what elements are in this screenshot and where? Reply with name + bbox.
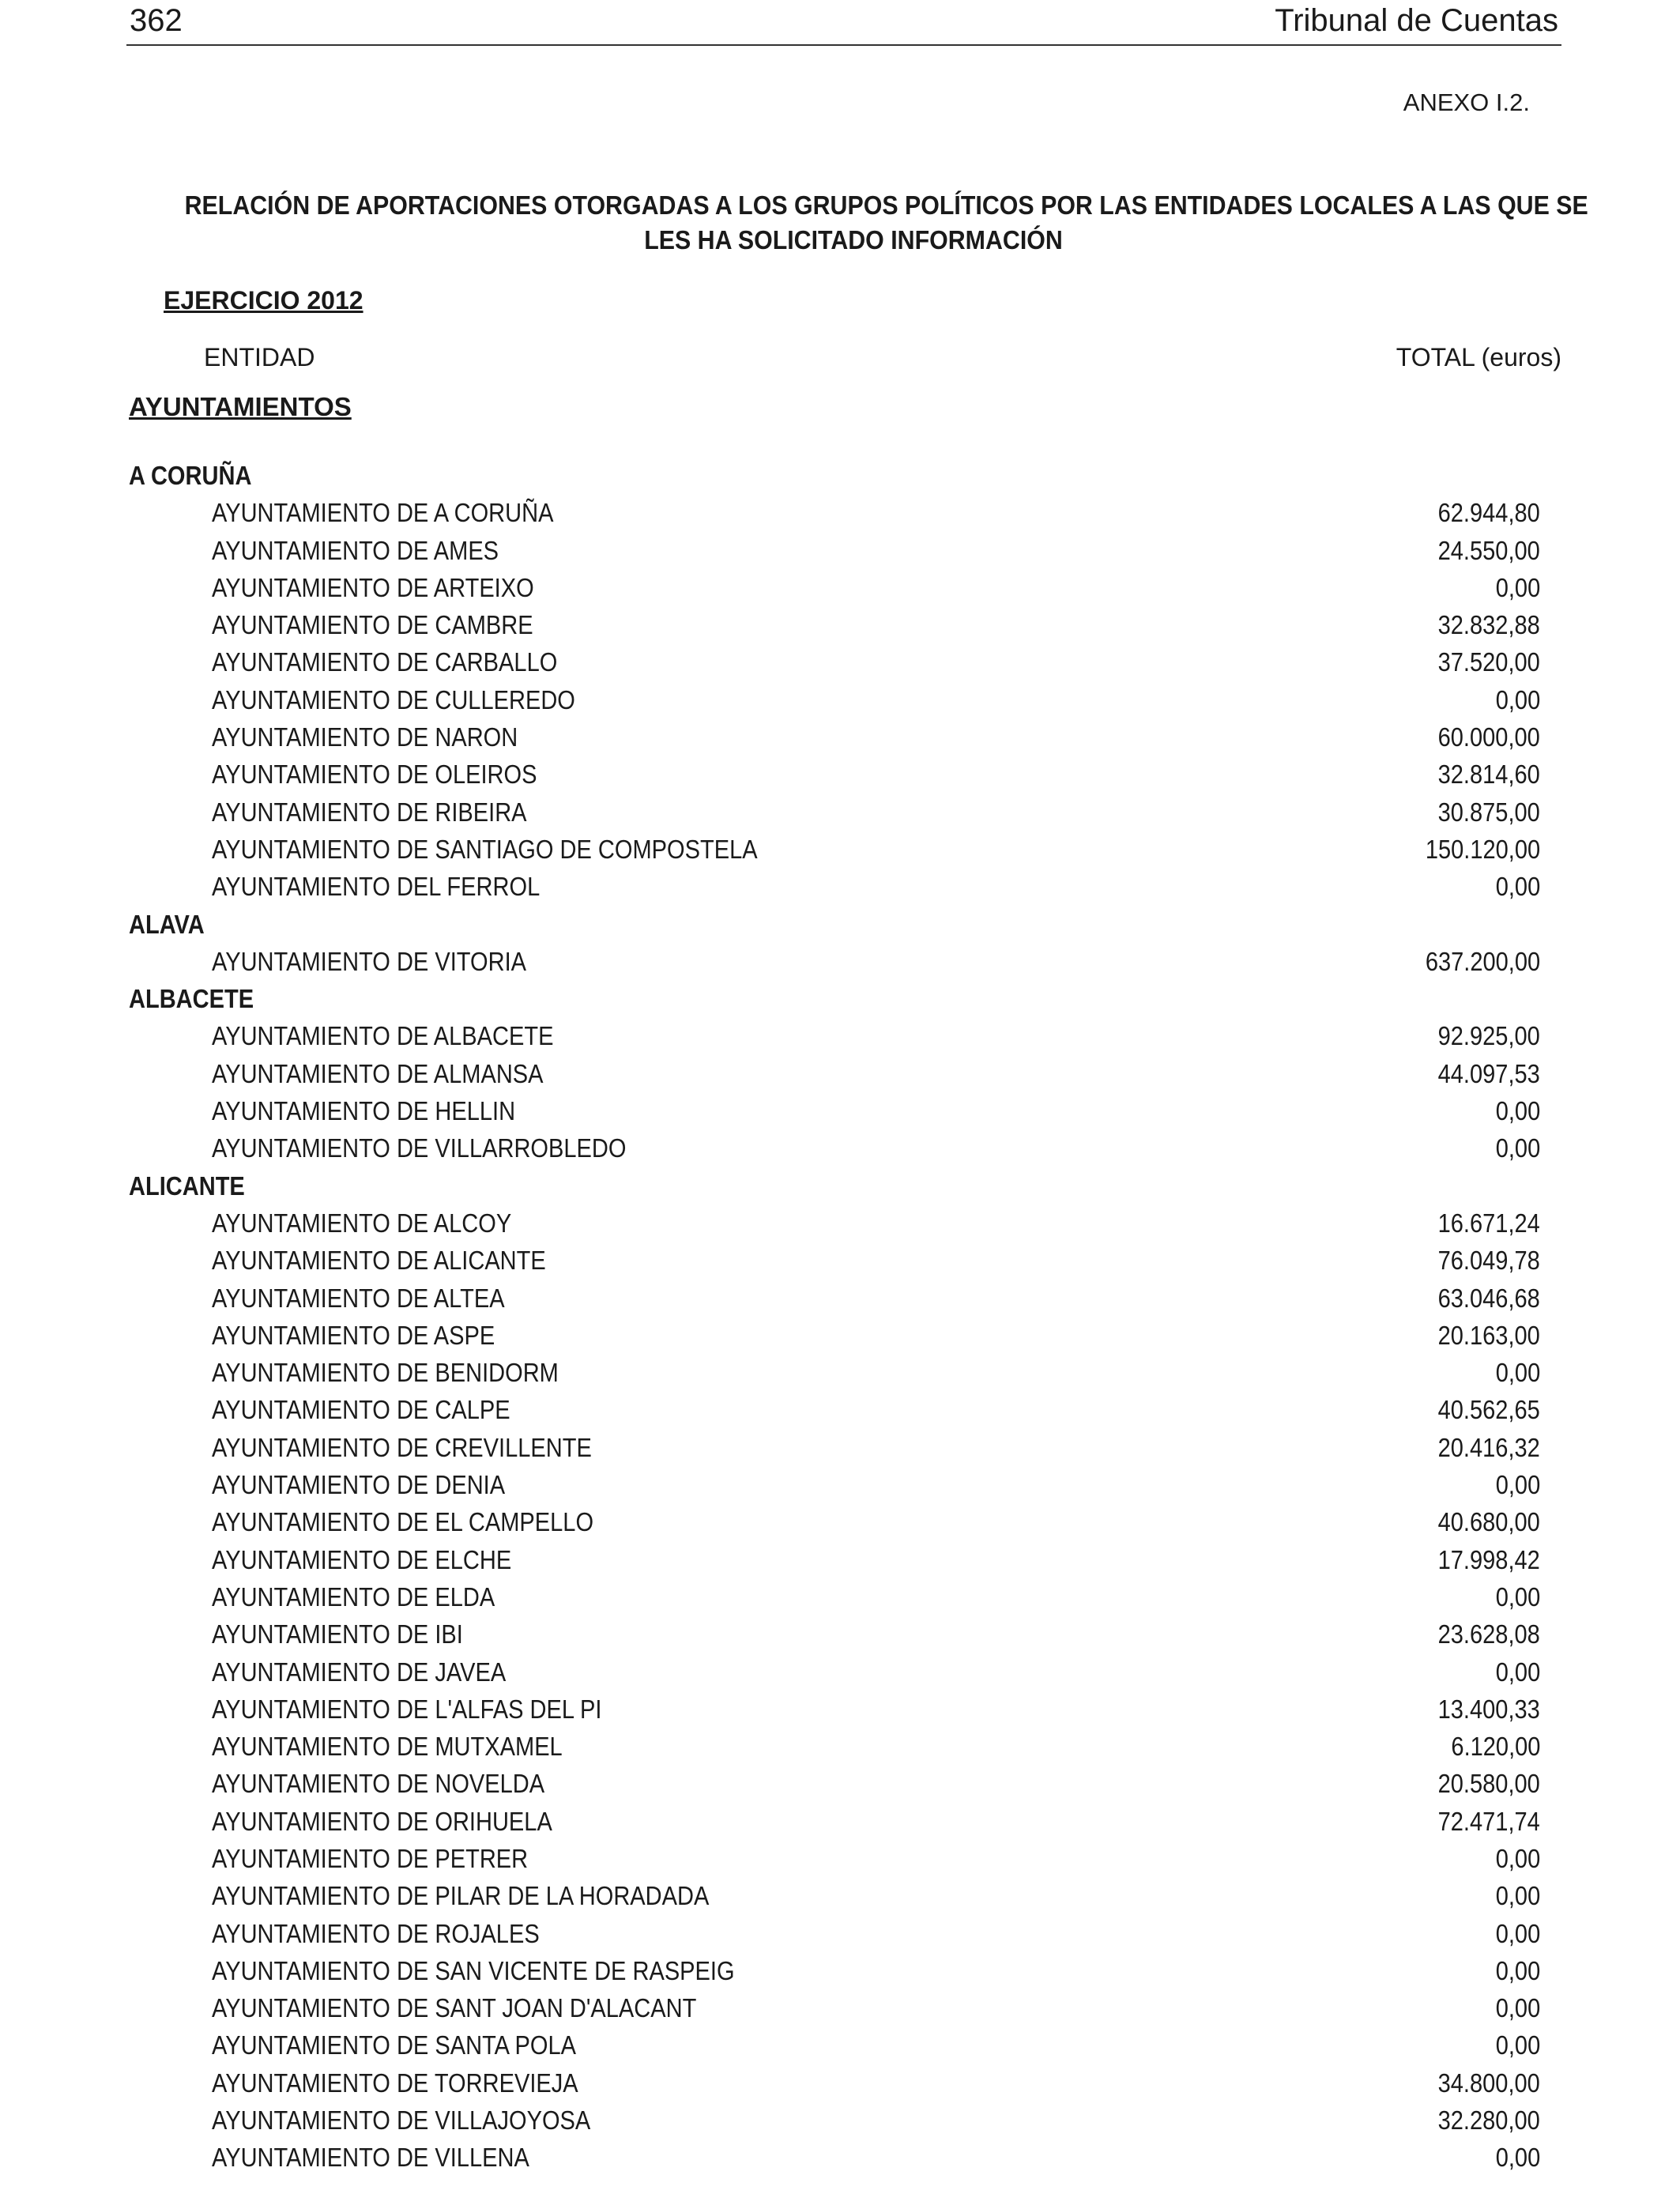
entity-total-text: 34.800,00 — [1437, 2068, 1540, 2098]
entity-name — [212, 532, 538, 569]
table-row — [0, 1017, 1680, 1054]
entity-total-text: 0,00 — [1495, 1881, 1540, 1911]
entity-name-text: AYUNTAMIENTO DE ALICANTE — [212, 1246, 546, 1276]
entity-name-text: AYUNTAMIENTO DE CAMBRE — [212, 610, 533, 640]
entity-total-text: 0,00 — [1495, 1133, 1540, 1163]
entity-name-text: AYUNTAMIENTO DE VILLENA — [212, 2143, 529, 2173]
entity-name — [212, 868, 585, 905]
running-title: Tribunal de Cuentas — [1275, 3, 1558, 38]
entity-total-text: 16.671,24 — [1437, 1208, 1540, 1238]
entity-total — [1424, 1803, 1540, 1840]
entity-name — [212, 1129, 683, 1167]
entity-name-text: AYUNTAMIENTO DE DENIA — [212, 1470, 506, 1500]
entity-list — [0, 457, 1680, 2177]
entity-name — [212, 1728, 610, 1765]
entity-name-text: AYUNTAMIENTO DE SANTA POLA — [212, 2030, 576, 2060]
table-row — [0, 1952, 1680, 1989]
entity-name — [212, 1503, 646, 1540]
table-row — [0, 2064, 1680, 2102]
entity-total-text: 32.280,00 — [1437, 2105, 1540, 2136]
entity-total-text: 62.944,80 — [1437, 498, 1540, 528]
entity-name — [212, 1204, 552, 1242]
entity-name — [212, 1541, 552, 1578]
table-row — [0, 1466, 1680, 1503]
table-row — [0, 831, 1680, 868]
entity-name — [212, 606, 577, 643]
entity-name-text: AYUNTAMIENTO DE L'ALFAS DEL PI — [212, 1694, 602, 1724]
entity-total — [1490, 1092, 1540, 1129]
table-row — [0, 1877, 1680, 1914]
entity-name — [212, 494, 600, 531]
entity-name — [212, 1280, 544, 1317]
table-row — [0, 532, 1680, 569]
column-header-entity: ENTIDAD — [204, 343, 315, 371]
province-name — [129, 906, 215, 943]
entity-total-text: 76.049,78 — [1437, 1246, 1540, 1276]
table-row — [0, 1989, 1680, 2026]
entity-name-text: AYUNTAMIENTO DE MUTXAMEL — [212, 1732, 563, 1762]
table-row — [0, 2026, 1680, 2064]
entity-total — [1424, 1691, 1540, 1728]
table-row — [0, 1242, 1680, 1279]
entity-name — [212, 794, 570, 831]
entity-total — [1424, 1429, 1540, 1466]
table-row — [0, 1615, 1680, 1653]
entity-name-text: AYUNTAMIENTO DE TORREVIEJA — [212, 2068, 578, 2098]
entity-name — [212, 943, 569, 980]
entity-total-text: 44.097,53 — [1437, 1058, 1540, 1088]
table-row — [0, 1429, 1680, 1466]
entity-total-text: 24.550,00 — [1437, 535, 1540, 565]
entity-total — [1410, 943, 1540, 980]
entity-name — [212, 1803, 599, 1840]
entity-name — [212, 569, 578, 606]
entity-name — [212, 2064, 628, 2102]
entity-name-text: AYUNTAMIENTO DE PILAR DE LA HORADADA — [212, 1881, 710, 1911]
entity-total-text: 40.680,00 — [1437, 1507, 1540, 1537]
document-title-line-2: LES HA SOLICITADO INFORMACIÓN — [644, 225, 1063, 254]
table-row — [0, 1840, 1680, 1877]
entity-name-text: AYUNTAMIENTO DE VILLAJOYOSA — [212, 2105, 591, 2136]
entity-name — [212, 1915, 584, 1952]
entity-name-text: AYUNTAMIENTO DE ALCOY — [212, 1208, 512, 1238]
entity-total — [1490, 868, 1540, 905]
table-row — [0, 868, 1680, 905]
entity-total-text: 0,00 — [1495, 2030, 1540, 2060]
entity-total-text: 20.416,32 — [1437, 1432, 1540, 1462]
entity-name-text: AYUNTAMIENTO DE OLEIROS — [212, 760, 537, 790]
entity-name — [212, 2102, 642, 2139]
entity-total-text: 92.925,00 — [1437, 1021, 1540, 1051]
entity-total — [1490, 1877, 1540, 1914]
table-row — [0, 1691, 1680, 1728]
table-row — [0, 756, 1680, 793]
entity-total-text: 32.832,88 — [1437, 610, 1540, 640]
entity-name-text: AYUNTAMIENTO DE JAVEA — [212, 1657, 507, 1687]
entity-total-text: 63.046,68 — [1437, 1283, 1540, 1313]
entity-total — [1424, 794, 1540, 831]
province-heading — [0, 906, 1680, 943]
entity-name — [212, 1429, 643, 1466]
entity-name-text: AYUNTAMIENTO DE CREVILLENTE — [212, 1432, 592, 1462]
entity-name-text: AYUNTAMIENTO DE SANT JOAN D'ALACANT — [212, 1993, 697, 2023]
entity-name-text: AYUNTAMIENTO DE ALMANSA — [212, 1058, 544, 1088]
entity-total-text: 0,00 — [1495, 1993, 1540, 2023]
table-row — [0, 943, 1680, 980]
table-row — [0, 1503, 1680, 1540]
entity-name — [212, 2139, 573, 2176]
entity-total-text: 72.471,74 — [1437, 1806, 1540, 1836]
entity-total — [1424, 1765, 1540, 1802]
entity-total — [1490, 1578, 1540, 1615]
entity-name-text: AYUNTAMIENTO DE ALBACETE — [212, 1021, 554, 1051]
entity-name — [212, 2026, 626, 2064]
entity-name — [212, 1242, 591, 1279]
entity-name — [212, 1989, 763, 2026]
entity-total — [1490, 2026, 1540, 2064]
entity-name-text: AYUNTAMIENTO DE CARBALLO — [212, 647, 558, 677]
table-row — [0, 643, 1680, 680]
entity-name-text: AYUNTAMIENTO DE SAN VICENTE DE RASPEIG — [212, 1955, 735, 1985]
table-row — [0, 1541, 1680, 1578]
entity-total-text: 0,00 — [1495, 1358, 1540, 1388]
table-row — [0, 794, 1680, 831]
province-name — [129, 457, 269, 494]
entity-total-text: 0,00 — [1495, 872, 1540, 902]
entity-name-text: AYUNTAMIENTO DE EL CAMPELLO — [212, 1507, 594, 1537]
entity-name-text: AYUNTAMIENTO DE VILLARROBLEDO — [212, 1133, 627, 1163]
entity-total-text: 32.814,60 — [1437, 760, 1540, 790]
table-row — [0, 1055, 1680, 1092]
entity-total — [1424, 1615, 1540, 1653]
entity-total-text: 0,00 — [1495, 1955, 1540, 1985]
entity-total-text: 0,00 — [1495, 684, 1540, 714]
entity-total — [1424, 1017, 1540, 1054]
entity-total — [1424, 1055, 1540, 1092]
entity-name-text: AYUNTAMIENTO DE SANTIAGO DE COMPOSTELA — [212, 834, 758, 864]
entity-name-text: AYUNTAMIENTO DE RIBEIRA — [212, 797, 527, 827]
entity-total — [1490, 681, 1540, 718]
entity-total — [1410, 831, 1540, 868]
province-name-text: ALICANTE — [129, 1171, 245, 1201]
entity-total — [1490, 1354, 1540, 1391]
entity-name — [212, 1691, 655, 1728]
entity-total — [1424, 1317, 1540, 1354]
entity-name-text: AYUNTAMIENTO DE NARON — [212, 722, 518, 752]
entity-total — [1424, 1204, 1540, 1242]
table-row — [0, 1204, 1680, 1242]
fiscal-year-heading: EJERCICIO 2012 — [164, 286, 363, 315]
entity-total — [1490, 2139, 1540, 2176]
table-row — [0, 1317, 1680, 1354]
province-heading — [0, 1167, 1680, 1204]
entity-total — [1424, 1503, 1540, 1540]
province-name — [129, 980, 271, 1017]
entity-total-text: 0,00 — [1495, 1657, 1540, 1687]
table-row — [0, 1280, 1680, 1317]
entity-total — [1424, 756, 1540, 793]
province-heading — [0, 457, 1680, 494]
entity-name — [212, 718, 559, 756]
entity-total — [1424, 2102, 1540, 2139]
section-title: AYUNTAMIENTOS — [129, 392, 352, 421]
table-row — [0, 681, 1680, 718]
entity-total-text: 0,00 — [1495, 1096, 1540, 1126]
entity-name-text: AYUNTAMIENTO DE BENIDORM — [212, 1358, 559, 1388]
page-header — [126, 0, 1561, 46]
entity-name-text: AYUNTAMIENTO DE AMES — [212, 535, 499, 565]
entity-total — [1424, 532, 1540, 569]
entity-total — [1490, 1129, 1540, 1167]
entity-total-text: 0,00 — [1495, 1470, 1540, 1500]
entity-total — [1439, 1728, 1540, 1765]
entity-total-text: 20.580,00 — [1437, 1769, 1540, 1799]
entity-name — [212, 643, 605, 680]
entity-name-text: AYUNTAMIENTO DE CALPE — [212, 1395, 510, 1425]
table-row — [0, 1653, 1680, 1691]
entity-name-text: AYUNTAMIENTO DE ELCHE — [212, 1544, 512, 1574]
table-row — [0, 2139, 1680, 2176]
entity-total-text: 40.562,65 — [1437, 1395, 1540, 1425]
entity-total-text: 637.200,00 — [1425, 946, 1540, 976]
entity-total — [1424, 1391, 1540, 1428]
entity-name-text: AYUNTAMIENTO DE VITORIA — [212, 946, 527, 976]
province-name-text: ALBACETE — [129, 984, 254, 1014]
entity-total-text: 0,00 — [1495, 1918, 1540, 1948]
entity-name — [212, 1391, 551, 1428]
entity-total — [1490, 1952, 1540, 1989]
entity-total — [1424, 1242, 1540, 1279]
entity-total-text: 20.163,00 — [1437, 1320, 1540, 1350]
entity-name — [212, 1615, 497, 1653]
annex-label: ANEXO I.2. — [1403, 89, 1530, 116]
entity-total-text: 150.120,00 — [1425, 834, 1540, 864]
entity-total-text: 60.000,00 — [1437, 722, 1540, 752]
entity-name — [212, 1877, 777, 1914]
entity-name-text: AYUNTAMIENTO DE ELDA — [212, 1581, 495, 1612]
table-row — [0, 494, 1680, 531]
entity-name — [212, 1017, 600, 1054]
document-title-line-1: RELACIÓN DE APORTACIONES OTORGADAS A LOS GRUPOS POLÍTICOS POR LAS ENTIDADES LOCALES A LAS QUE SE — [184, 190, 1588, 220]
entity-name-text: AYUNTAMIENTO DEL FERROL — [212, 872, 541, 902]
entity-total — [1424, 1280, 1540, 1317]
entity-total-text: 37.520,00 — [1437, 647, 1540, 677]
entity-name-text: AYUNTAMIENTO DE PETRER — [212, 1843, 529, 1873]
entity-name-text: AYUNTAMIENTO DE HELLIN — [212, 1096, 516, 1126]
entity-total — [1490, 569, 1540, 606]
entity-total — [1490, 1989, 1540, 2026]
table-row — [0, 1354, 1680, 1391]
province-name-text: A CORUÑA — [129, 461, 252, 490]
table-row — [0, 1129, 1680, 1167]
entity-total — [1490, 1915, 1540, 1952]
entity-total-text: 23.628,08 — [1437, 1619, 1540, 1649]
column-header-total: TOTAL (euros) — [1396, 343, 1561, 371]
table-row — [0, 1391, 1680, 1428]
entity-name-text: AYUNTAMIENTO DE ASPE — [212, 1320, 495, 1350]
table-row — [0, 1803, 1680, 1840]
entity-total — [1424, 1541, 1540, 1578]
document-title — [184, 188, 1588, 258]
entity-total — [1424, 494, 1540, 531]
entity-name — [212, 1952, 806, 1989]
entity-name — [212, 1466, 545, 1503]
entity-total-text: 0,00 — [1495, 572, 1540, 602]
table-row — [0, 1765, 1680, 1802]
page-number: 362 — [130, 3, 183, 38]
province-name — [129, 1167, 261, 1204]
entity-name-text: AYUNTAMIENTO DE A CORUÑA — [212, 498, 554, 528]
entity-name — [212, 1840, 571, 1877]
entity-total — [1424, 2064, 1540, 2102]
table-row — [0, 2102, 1680, 2139]
entity-total — [1490, 1466, 1540, 1503]
entity-total-text: 0,00 — [1495, 1581, 1540, 1612]
entity-total-text: 13.400,33 — [1437, 1694, 1540, 1724]
entity-name — [212, 1653, 546, 1691]
entity-total-text: 17.998,42 — [1437, 1544, 1540, 1574]
entity-total-text: 6.120,00 — [1450, 1732, 1540, 1762]
entity-name — [212, 1055, 589, 1092]
table-row — [0, 1728, 1680, 1765]
entity-total — [1424, 718, 1540, 756]
entity-name-text: AYUNTAMIENTO DE NOVELDA — [212, 1769, 545, 1799]
table-row — [0, 569, 1680, 606]
entity-total-text: 0,00 — [1495, 1843, 1540, 1873]
entity-total — [1490, 1840, 1540, 1877]
table-row — [0, 718, 1680, 756]
entity-total — [1490, 1653, 1540, 1691]
entity-name — [212, 756, 582, 793]
table-row — [0, 606, 1680, 643]
entity-total — [1424, 643, 1540, 680]
entity-name — [212, 831, 832, 868]
entity-total-text: 30.875,00 — [1437, 797, 1540, 827]
entity-name-text: AYUNTAMIENTO DE ORIHUELA — [212, 1806, 552, 1836]
entity-total — [1424, 606, 1540, 643]
entity-name — [212, 1765, 590, 1802]
table-row — [0, 1915, 1680, 1952]
entity-name — [212, 1354, 606, 1391]
entity-name-text: AYUNTAMIENTO DE ROJALES — [212, 1918, 540, 1948]
province-heading — [0, 980, 1680, 1017]
entity-name — [212, 681, 625, 718]
entity-name-text: AYUNTAMIENTO DE ARTEIXO — [212, 572, 534, 602]
entity-name-text: AYUNTAMIENTO DE ALTEA — [212, 1283, 505, 1313]
entity-name — [212, 1578, 533, 1615]
table-row — [0, 1578, 1680, 1615]
entity-name-text: AYUNTAMIENTO DE IBI — [212, 1619, 463, 1649]
table-row — [0, 1092, 1680, 1129]
entity-total-text: 0,00 — [1495, 2143, 1540, 2173]
province-name-text: ALAVA — [129, 909, 205, 939]
entity-name-text: AYUNTAMIENTO DE CULLEREDO — [212, 684, 575, 714]
entity-name — [212, 1317, 533, 1354]
entity-name — [212, 1092, 556, 1129]
